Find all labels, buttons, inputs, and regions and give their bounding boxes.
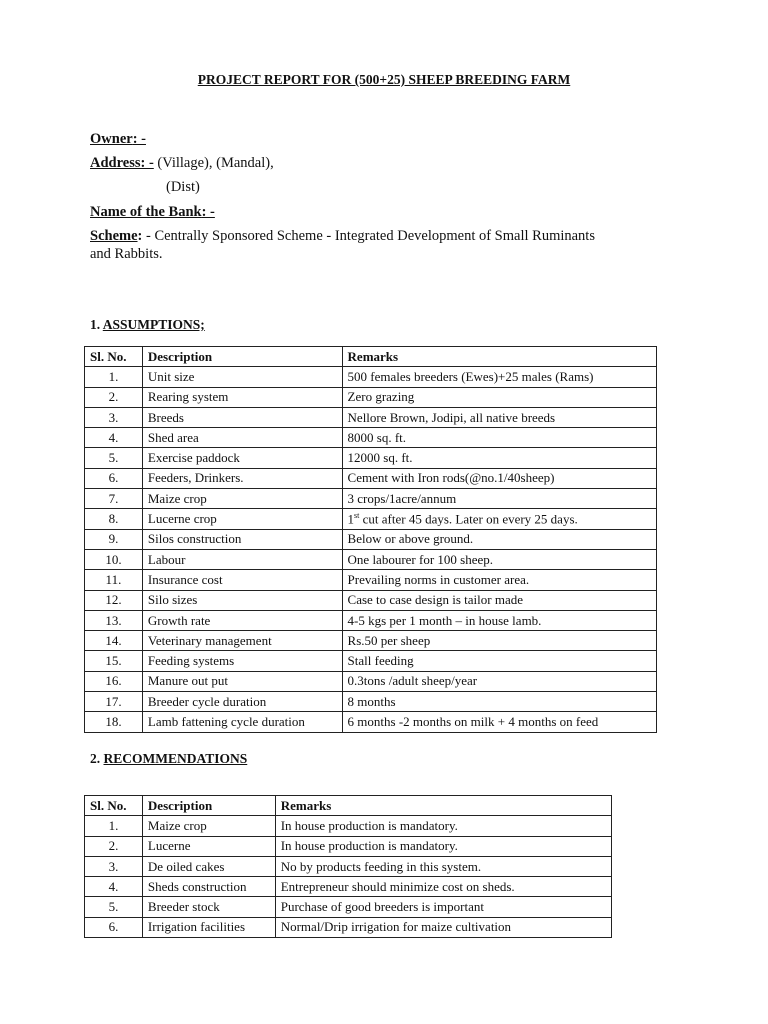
cell-remarks: Case to case design is tailor made bbox=[342, 590, 656, 610]
recommendations-title: RECOMMENDATIONS bbox=[103, 751, 248, 766]
cell-sl-no: 5. bbox=[85, 897, 143, 917]
cell-remarks: No by products feeding in this system. bbox=[275, 856, 611, 876]
table-row bbox=[85, 489, 657, 509]
cell-sl-no: 15. bbox=[85, 651, 143, 671]
table-row bbox=[85, 529, 657, 549]
cell-description: Unit size bbox=[142, 367, 342, 387]
cell-sl-no: 6. bbox=[85, 468, 143, 488]
header-remarks: Remarks bbox=[275, 796, 611, 816]
cell-sl-no: 17. bbox=[85, 692, 143, 712]
address-field bbox=[90, 155, 274, 172]
cell-description: Silo sizes bbox=[142, 590, 342, 610]
owner-separator: : - bbox=[132, 131, 146, 147]
header-sl-no: Sl. No. bbox=[85, 796, 143, 816]
cell-description: Veterinary management bbox=[142, 631, 342, 651]
assumptions-table bbox=[84, 346, 657, 733]
table-row bbox=[85, 631, 657, 651]
table-row bbox=[85, 651, 657, 671]
cell-remarks: Purchase of good breeders is important bbox=[275, 897, 611, 917]
cell-remarks: 500 females breeders (Ewes)+25 males (Rams) bbox=[342, 367, 656, 387]
table-row bbox=[85, 692, 657, 712]
cell-remarks: Rs.50 per sheep bbox=[342, 631, 656, 651]
table-row bbox=[85, 509, 657, 529]
cell-remarks: 6 months -2 months on milk + 4 months on feed bbox=[342, 712, 656, 732]
table-row bbox=[85, 387, 657, 407]
recommendations-heading bbox=[90, 751, 247, 767]
table-header-row bbox=[85, 796, 612, 816]
cell-remarks: 8 months bbox=[342, 692, 656, 712]
cell-remarks: Normal/Drip irrigation for maize cultivation bbox=[275, 917, 611, 937]
assumptions-number: 1. bbox=[90, 317, 103, 332]
cell-description: Growth rate bbox=[142, 610, 342, 630]
table-row bbox=[85, 590, 657, 610]
cell-remarks: 1st cut after 45 days. Later on every 25 days. bbox=[342, 509, 656, 529]
cell-remarks: 4-5 kgs per 1 month – in house lamb. bbox=[342, 610, 656, 630]
cell-description: Maize crop bbox=[142, 489, 342, 509]
table-row bbox=[85, 816, 612, 836]
address-value: (Village), (Mandal), bbox=[153, 155, 274, 171]
cell-sl-no: 1. bbox=[85, 816, 143, 836]
table-row bbox=[85, 856, 612, 876]
cell-sl-no: 10. bbox=[85, 549, 143, 569]
cell-sl-no: 3. bbox=[85, 407, 143, 427]
table-row bbox=[85, 897, 612, 917]
recommendations-number: 2. bbox=[90, 751, 104, 766]
owner-label: Owner bbox=[90, 131, 133, 147]
header-remarks: Remarks bbox=[342, 347, 656, 367]
table-row bbox=[85, 671, 657, 691]
table-row bbox=[85, 468, 657, 488]
header-description: Description bbox=[142, 796, 275, 816]
table-header-row bbox=[85, 347, 657, 367]
table-row bbox=[85, 610, 657, 630]
cell-description: Maize crop bbox=[142, 816, 275, 836]
cell-description: Feeding systems bbox=[142, 651, 342, 671]
cell-sl-no: 11. bbox=[85, 570, 143, 590]
report-title: PROJECT REPORT FOR (500+25) SHEEP BREEDING FARM bbox=[197, 72, 571, 87]
cell-sl-no: 2. bbox=[85, 836, 143, 856]
cell-remarks: Nellore Brown, Jodipi, all native breeds bbox=[342, 407, 656, 427]
table-row bbox=[85, 877, 612, 897]
address-label: Address bbox=[90, 155, 141, 171]
cell-sl-no: 12. bbox=[85, 590, 143, 610]
bank-separator: : - bbox=[201, 204, 215, 220]
table-row bbox=[85, 570, 657, 590]
owner-field bbox=[90, 131, 146, 148]
cell-remarks: Below or above ground. bbox=[342, 529, 656, 549]
table-row bbox=[85, 367, 657, 387]
cell-description: Exercise paddock bbox=[142, 448, 342, 468]
cell-remarks: Cement with Iron rods(@no.1/40sheep) bbox=[342, 468, 656, 488]
cell-description: De oiled cakes bbox=[142, 856, 275, 876]
cell-sl-no: 16. bbox=[85, 671, 143, 691]
assumptions-title: ASSUMPTIONS; bbox=[102, 317, 205, 332]
bank-label: Name of the Bank bbox=[90, 204, 202, 220]
cell-sl-no: 14. bbox=[85, 631, 143, 651]
cell-remarks: 3 crops/1acre/annum bbox=[342, 489, 656, 509]
scheme-label: Scheme bbox=[90, 228, 138, 244]
scheme-value: - Centrally Sponsored Scheme - Integrated Development of Small Ruminants and Rabbits. bbox=[90, 228, 595, 262]
bank-field bbox=[90, 204, 215, 221]
cell-remarks: Zero grazing bbox=[342, 387, 656, 407]
cell-description: Shed area bbox=[142, 428, 342, 448]
cell-remarks: In house production is mandatory. bbox=[275, 836, 611, 856]
cell-sl-no: 1. bbox=[85, 367, 143, 387]
cell-description: Feeders, Drinkers. bbox=[142, 468, 342, 488]
table-row bbox=[85, 428, 657, 448]
cell-description: Breeder stock bbox=[142, 897, 275, 917]
cell-sl-no: 4. bbox=[85, 877, 143, 897]
address-line2: (Dist) bbox=[166, 179, 200, 195]
cell-description: Breeder cycle duration bbox=[142, 692, 342, 712]
cell-sl-no: 5. bbox=[85, 448, 143, 468]
cell-description: Breeds bbox=[142, 407, 342, 427]
cell-remarks: Prevailing norms in customer area. bbox=[342, 570, 656, 590]
cell-sl-no: 6. bbox=[85, 917, 143, 937]
cell-description: Lamb fattening cycle duration bbox=[142, 712, 342, 732]
header-sl-no: Sl. No. bbox=[85, 347, 143, 367]
cell-description: Rearing system bbox=[142, 387, 342, 407]
cell-remarks: 8000 sq. ft. bbox=[342, 428, 656, 448]
cell-remarks: One labourer for 100 sheep. bbox=[342, 549, 656, 569]
scheme-field bbox=[90, 227, 610, 263]
cell-sl-no: 4. bbox=[85, 428, 143, 448]
table-row bbox=[85, 917, 612, 937]
cell-description: Lucerne bbox=[142, 836, 275, 856]
address-separator: : - bbox=[140, 155, 154, 171]
cell-description: Silos construction bbox=[142, 529, 342, 549]
cell-remarks: In house production is mandatory. bbox=[275, 816, 611, 836]
table-row bbox=[85, 836, 612, 856]
cell-sl-no: 7. bbox=[85, 489, 143, 509]
scheme-separator: : bbox=[137, 228, 143, 244]
cell-sl-no: 3. bbox=[85, 856, 143, 876]
cell-description: Sheds construction bbox=[142, 877, 275, 897]
assumptions-heading bbox=[90, 317, 205, 333]
cell-remarks: 12000 sq. ft. bbox=[342, 448, 656, 468]
cell-sl-no: 13. bbox=[85, 610, 143, 630]
table-row bbox=[85, 712, 657, 732]
cell-sl-no: 8. bbox=[85, 509, 143, 529]
recommendations-table bbox=[84, 795, 612, 938]
cell-remarks: Entrepreneur should minimize cost on sheds. bbox=[275, 877, 611, 897]
cell-description: Lucerne crop bbox=[142, 509, 342, 529]
cell-description: Manure out put bbox=[142, 671, 342, 691]
cell-description: Irrigation facilities bbox=[142, 917, 275, 937]
table-row bbox=[85, 407, 657, 427]
cell-sl-no: 2. bbox=[85, 387, 143, 407]
cell-sl-no: 18. bbox=[85, 712, 143, 732]
cell-remarks: Stall feeding bbox=[342, 651, 656, 671]
cell-remarks: 0.3tons /adult sheep/year bbox=[342, 671, 656, 691]
table-row bbox=[85, 549, 657, 569]
cell-sl-no: 9. bbox=[85, 529, 143, 549]
table-row bbox=[85, 448, 657, 468]
header-description: Description bbox=[142, 347, 342, 367]
cell-description: Labour bbox=[142, 549, 342, 569]
cell-description: Insurance cost bbox=[142, 570, 342, 590]
